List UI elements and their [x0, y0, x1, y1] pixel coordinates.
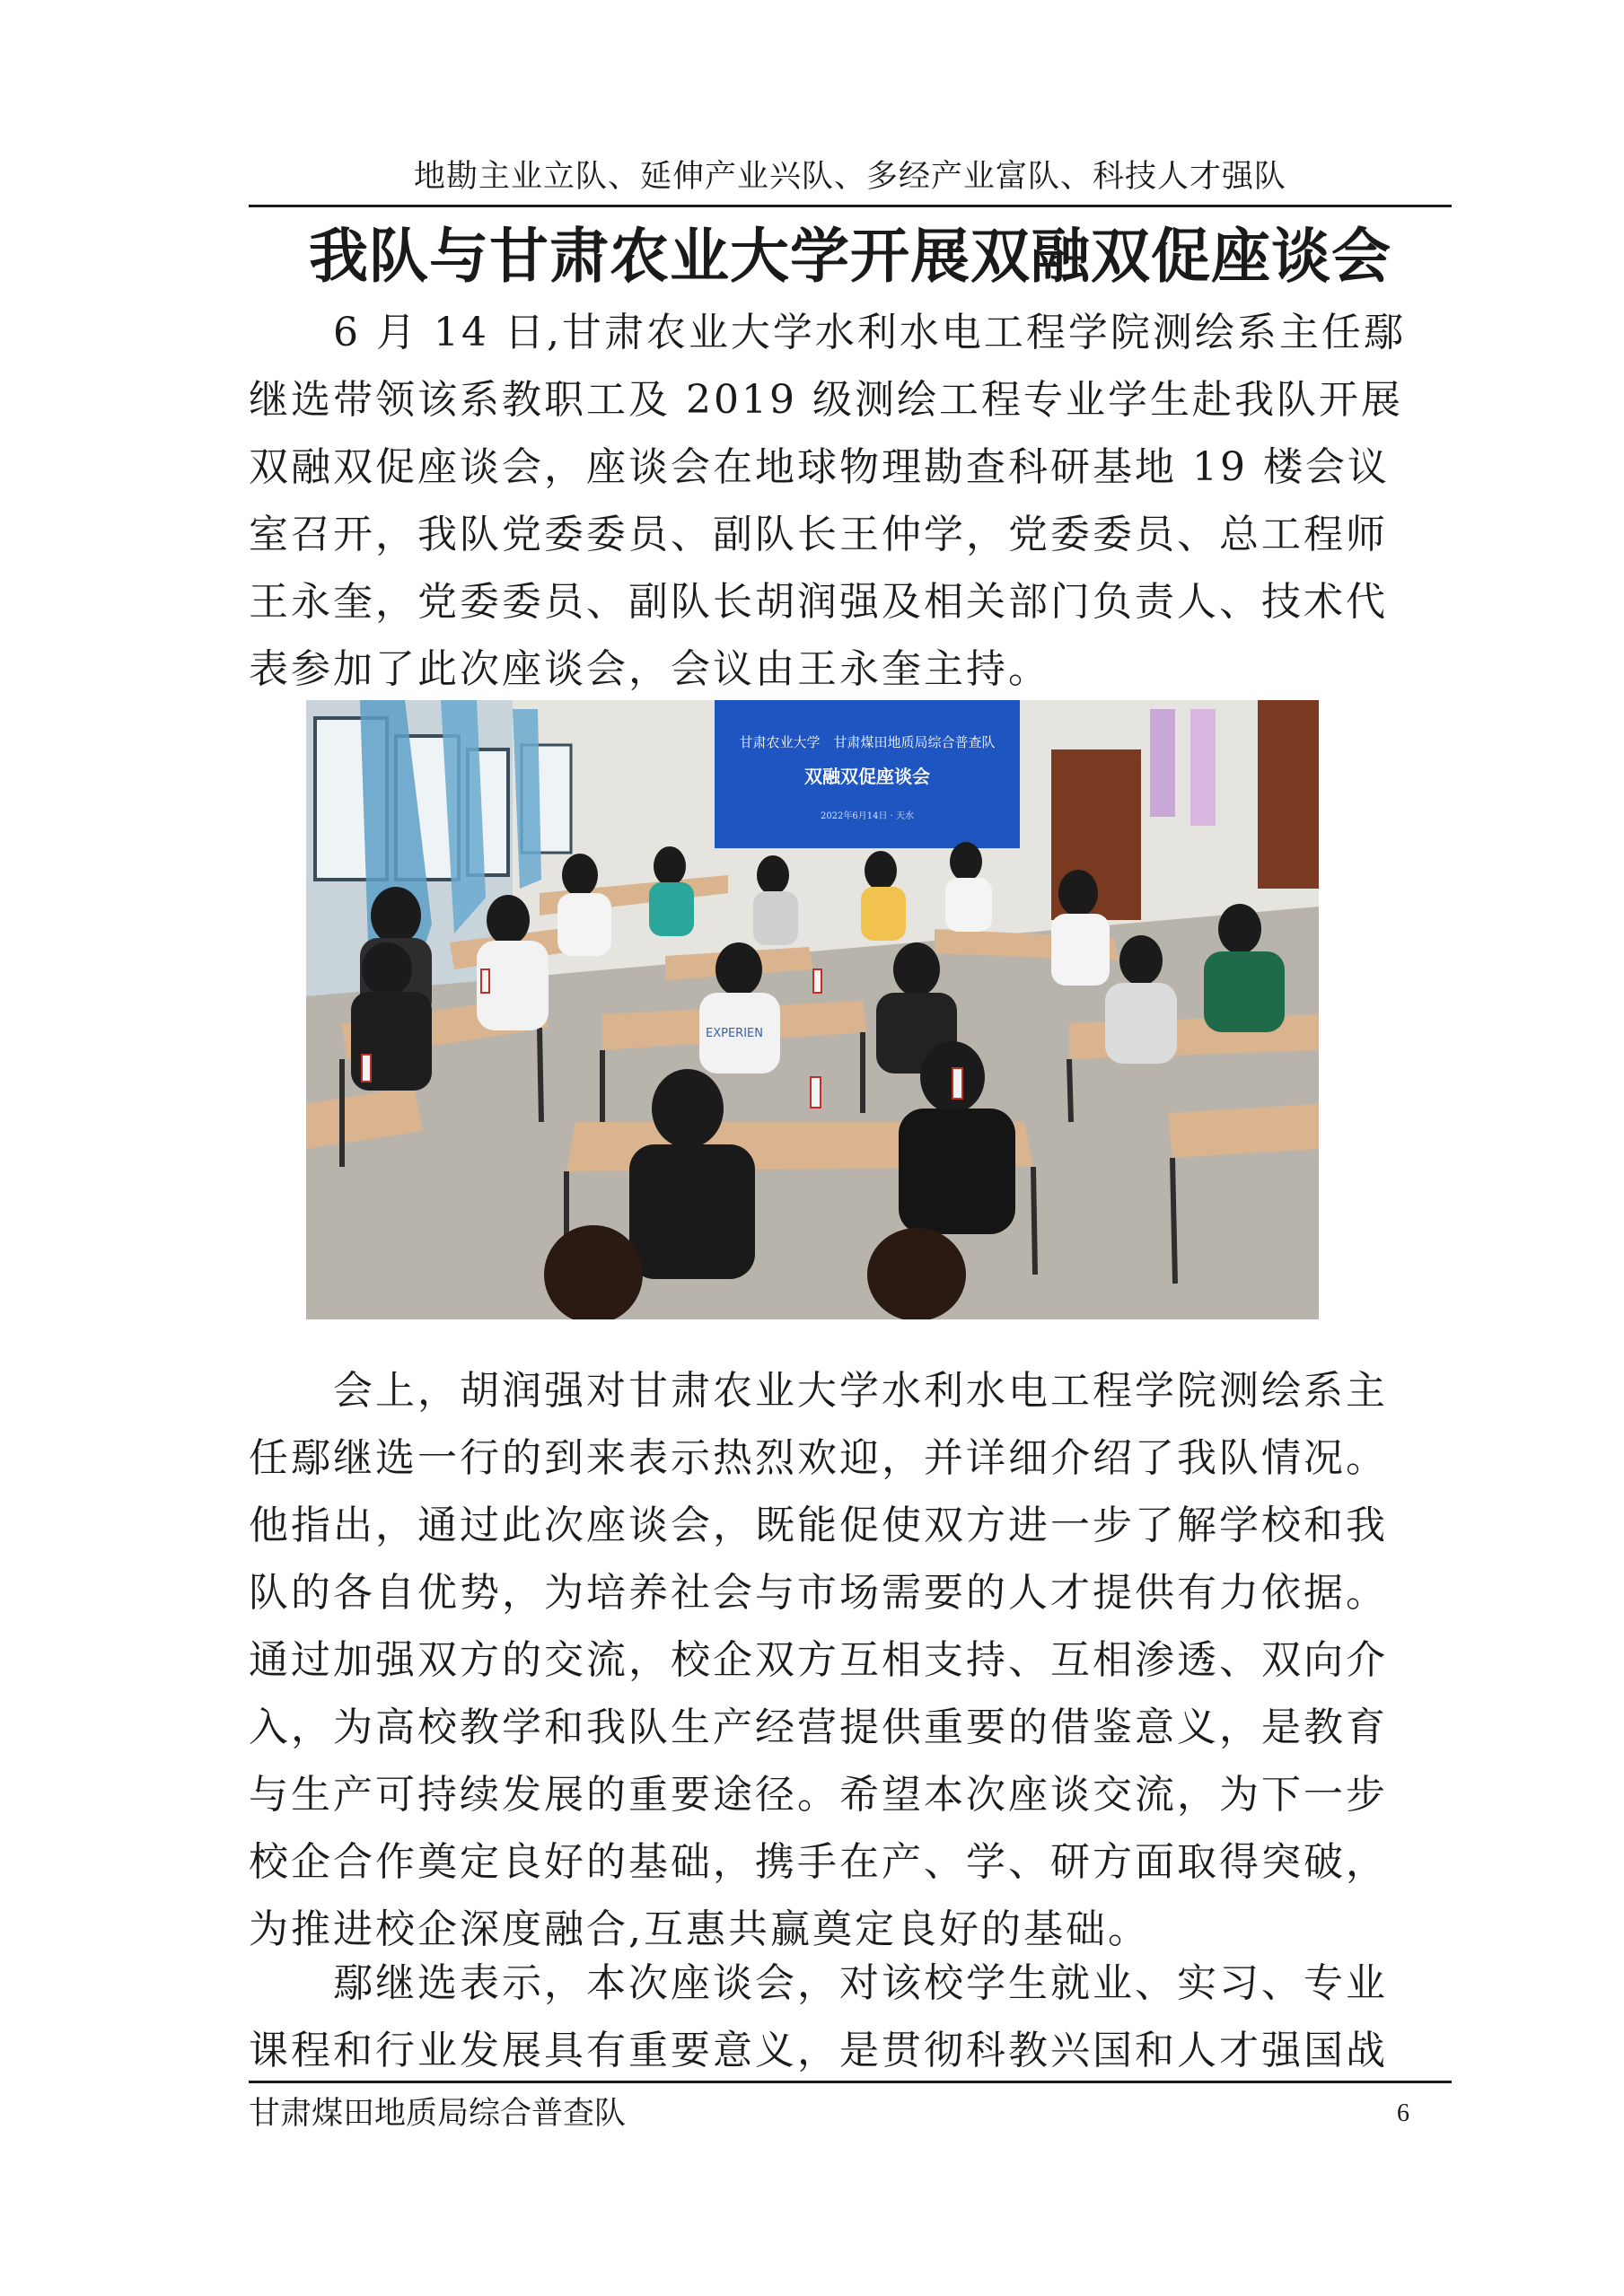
person-head [893, 942, 940, 996]
person-body [1051, 914, 1110, 986]
text-line: 课程和行业发展具有重要意义，是贯彻科教兴国和人才强国战 [249, 2028, 1388, 2073]
text-line: 鄢继选表示，本次座谈会，对该校学生就业、实习、专业 [249, 1960, 1388, 2006]
text-line: 他指出，通过此次座谈会，既能促使双方进一步了解学校和我 [249, 1503, 1388, 1548]
person-head [1218, 904, 1261, 954]
meeting-photo-illustration [306, 700, 1319, 1319]
person-head [865, 851, 897, 890]
wall-poster [1150, 709, 1175, 817]
person-head [867, 1228, 966, 1319]
wooden-door-right [1258, 700, 1319, 889]
text-line: 队的各自优势，为培养社会与市场需要的人才提供有力依据。 [249, 1570, 1388, 1616]
person-head [652, 1069, 724, 1148]
paragraph-3 [249, 1950, 1425, 2084]
person-head [950, 842, 982, 881]
meeting-photo [306, 700, 1319, 1319]
text-line: 6 月 14 日,甘肃农业大学水利水电工程学院测绘系主任鄢 [249, 310, 1406, 355]
person-head [1058, 870, 1098, 916]
person-body [649, 882, 694, 936]
person-body [1204, 951, 1285, 1032]
text-line: 表参加了此次座谈会，会议由王永奎主持。 [249, 646, 1050, 692]
screen-line-1: 甘肃农业大学 甘肃煤田地质局综合普查队 [739, 734, 996, 750]
person-head [654, 846, 686, 886]
wall-poster [1190, 709, 1216, 826]
header-rule [249, 205, 1452, 207]
desk [1168, 1104, 1319, 1158]
person-body [945, 878, 992, 932]
footer-org-name: 甘肃煤田地质局综合普查队 [249, 2096, 627, 2132]
person-head [371, 887, 421, 944]
person-body [1105, 983, 1177, 1064]
screen-line-3: 2022年6月14日 · 天水 [820, 811, 915, 821]
text-line: 通过加强双方的交流，校企双方互相支持、互相渗透、双向介 [249, 1637, 1388, 1683]
header-slogan: 地勘主业立队、延伸产业兴队、多经产业富队、科技人才强队 [413, 159, 1286, 195]
person-head [544, 1225, 643, 1319]
text-line: 任鄢继选一行的到来表示热烈欢迎，并详细介绍了我队情况。 [249, 1435, 1388, 1481]
text-line: 与生产可持续发展的重要途径。希望本次座谈交流，为下一步 [249, 1772, 1388, 1818]
person-body [861, 887, 906, 941]
page-number: 6 [1397, 2099, 1409, 2127]
person-head [562, 854, 598, 897]
paragraph-1 [249, 299, 1425, 703]
person-head [1119, 935, 1163, 986]
person-head [487, 895, 530, 945]
article-title: 我队与甘肃农业大学开展双融双促座谈会 [309, 221, 1391, 291]
person-body [753, 891, 798, 945]
person-body [557, 893, 611, 956]
person-body [629, 1144, 755, 1279]
footer-rule [249, 2081, 1452, 2083]
paragraph-2 [249, 1357, 1425, 1963]
screen-line-2: 双融双促座谈会 [804, 766, 930, 787]
text-line: 校企合作奠定良好的基础，携手在产、学、研方面取得突破， [249, 1839, 1388, 1885]
person-head [757, 855, 789, 895]
text-line: 入，为高校教学和我队生产经营提供重要的借鉴意义，是教育 [249, 1704, 1388, 1750]
person-head [362, 942, 412, 996]
person-head [715, 942, 762, 996]
text-line: 王永奎，党委委员、副队长胡润强及相关部门负责人、技术代 [249, 579, 1388, 625]
text-line: 室召开，我队党委委员、副队长王仲学，党委委员、总工程师 [249, 512, 1388, 557]
text-line: 为推进校企深度融合,互惠共赢奠定良好的基础。 [249, 1906, 1150, 1952]
text-line: 双融双促座谈会，座谈会在地球物理勘查科研基地 19 楼会议 [249, 444, 1390, 490]
person-body [899, 1109, 1015, 1234]
text-line: 会上，胡润强对甘肃农业大学水利水电工程学院测绘系主 [249, 1368, 1388, 1414]
text-line: 继选带领该系教职工及 2019 级测绘工程专业学生赴我队开展 [249, 377, 1403, 423]
shirt-print: EXPERIEN [706, 1027, 763, 1040]
